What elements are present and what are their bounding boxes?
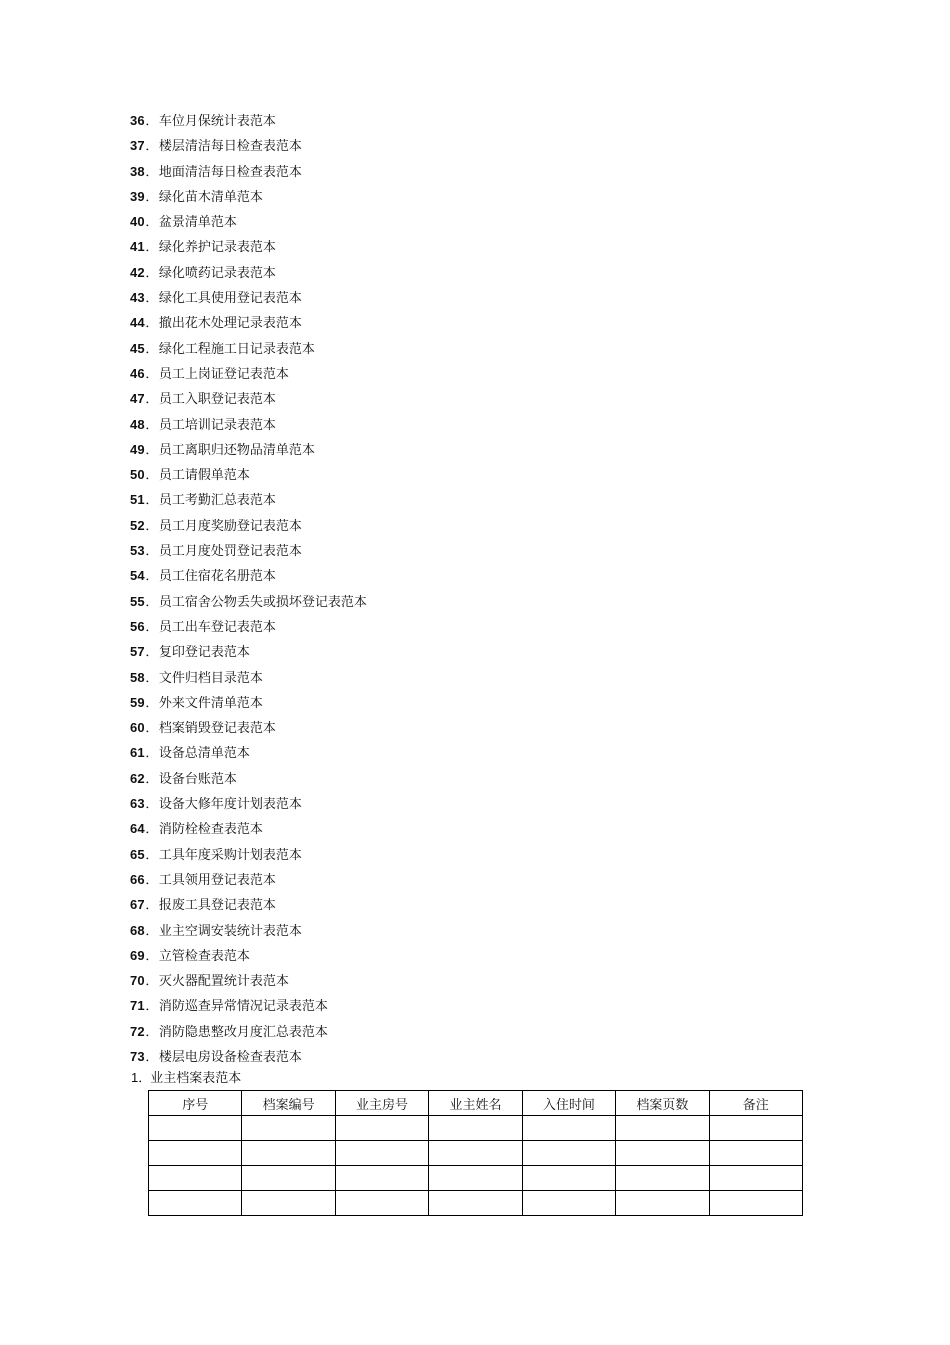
table-cell	[616, 1191, 709, 1216]
toc-item-separator: ．	[145, 493, 159, 509]
table-cell	[709, 1116, 802, 1141]
toc-item-title: 员工宿舍公物丢失或损坏登记表范本	[158, 594, 367, 610]
table-cell	[429, 1116, 522, 1141]
table-cell	[242, 1116, 335, 1141]
toc-item-separator: ．	[145, 594, 159, 610]
toc-item	[130, 437, 730, 462]
toc-item-title: 绿化养护记录表范本	[158, 240, 276, 256]
toc-item-title: 楼层清洁每日检查表范本	[158, 139, 302, 155]
toc-item	[130, 892, 730, 917]
toc-item-number: 66	[130, 871, 145, 887]
toc-item-separator: ．	[145, 392, 159, 408]
toc-item	[130, 260, 730, 285]
toc-item-separator: ．	[145, 695, 159, 711]
toc-item-separator: ．	[145, 215, 159, 231]
toc-item-title: 员工住宿花名册范本	[158, 569, 276, 585]
table-cell	[709, 1141, 802, 1166]
toc-item	[130, 336, 730, 361]
table-cell	[242, 1141, 335, 1166]
toc-item	[130, 842, 730, 867]
table-cell	[429, 1141, 522, 1166]
table-cell	[522, 1141, 615, 1166]
table-cell	[242, 1191, 335, 1216]
toc-item-number: 70	[130, 973, 145, 989]
toc-item-separator: ．	[145, 797, 159, 813]
toc-item-separator: ．	[145, 721, 159, 737]
toc-item-separator: ．	[145, 670, 159, 686]
toc-item-title: 灭火器配置统计表范本	[158, 974, 289, 990]
toc-item-number: 71	[130, 998, 145, 1014]
toc-item-title: 业主空调安装统计表范本	[158, 923, 302, 939]
toc-item	[130, 791, 730, 816]
toc-item	[130, 159, 730, 184]
toc-item	[130, 487, 730, 512]
toc-item-separator: ．	[145, 1049, 159, 1065]
toc-item	[130, 740, 730, 765]
toc-item	[130, 968, 730, 993]
table-cell	[149, 1191, 242, 1216]
toc-item-title: 工具领用登记表范本	[158, 872, 276, 888]
toc-item-title: 员工考勤汇总表范本	[158, 493, 276, 509]
toc-item	[130, 943, 730, 968]
table-header-cell: 入住时间	[522, 1091, 615, 1116]
toc-item-separator: ．	[145, 544, 159, 560]
toc-item-title: 报废工具登记表范本	[158, 898, 276, 914]
toc-item-number: 40	[130, 214, 145, 230]
toc-item-title: 文件归档目录范本	[158, 670, 263, 686]
toc-item-separator: ．	[145, 291, 159, 307]
table-cell	[616, 1166, 709, 1191]
table-header-row	[149, 1091, 803, 1116]
section-title: 业主档案表范本	[150, 1071, 242, 1086]
toc-item	[130, 108, 730, 133]
toc-item-number: 50	[130, 467, 145, 483]
toc-item	[130, 993, 730, 1018]
toc-item-number: 67	[130, 897, 145, 913]
toc-item-title: 绿化喷药记录表范本	[158, 265, 276, 281]
toc-item	[130, 412, 730, 437]
toc-item-number: 43	[130, 290, 145, 306]
table-cell	[429, 1166, 522, 1191]
toc-item-separator: ．	[145, 898, 159, 914]
toc-item-title: 消防栓检查表范本	[158, 822, 263, 838]
table-header-cell: 档案编号	[242, 1091, 335, 1116]
toc-item-separator: ．	[145, 923, 159, 939]
toc-item-separator: ．	[145, 771, 159, 787]
table-header-cell: 业主姓名	[429, 1091, 522, 1116]
toc-item	[130, 918, 730, 943]
toc-item-separator: ．	[145, 999, 159, 1015]
toc-item-title: 地面清洁每日检查表范本	[158, 164, 302, 180]
toc-item-separator: ．	[145, 645, 159, 661]
toc-item	[130, 513, 730, 538]
toc-item-separator: ．	[145, 569, 159, 585]
table-header-cell: 档案页数	[616, 1091, 709, 1116]
toc-item-number: 49	[130, 441, 145, 457]
toc-item	[130, 234, 730, 259]
toc-item-separator: ．	[145, 366, 159, 382]
table-cell	[242, 1166, 335, 1191]
table-of-contents	[130, 108, 730, 1069]
toc-item-title: 撤出花木处理记录表范本	[158, 316, 302, 332]
toc-item-number: 58	[130, 669, 145, 685]
table-cell	[149, 1141, 242, 1166]
toc-item-title: 设备总清单范本	[158, 746, 250, 762]
toc-item-title: 盆景清单范本	[158, 215, 237, 231]
toc-item-separator: ．	[145, 847, 159, 863]
toc-item-title: 复印登记表范本	[158, 645, 250, 661]
toc-item	[130, 184, 730, 209]
section-separator: ．	[138, 1071, 152, 1086]
table-cell	[616, 1116, 709, 1141]
toc-item	[130, 614, 730, 639]
toc-item-number: 42	[130, 264, 145, 280]
toc-item	[130, 589, 730, 614]
toc-item-separator: ．	[145, 1024, 159, 1040]
toc-item-number: 55	[130, 593, 145, 609]
table-cell	[522, 1166, 615, 1191]
toc-item-number: 38	[130, 163, 145, 179]
toc-item-number: 39	[130, 188, 145, 204]
section-heading	[131, 1068, 241, 1088]
toc-item-title: 员工培训记录表范本	[158, 417, 276, 433]
toc-item-separator: ．	[145, 442, 159, 458]
toc-item-number: 57	[130, 644, 145, 660]
toc-item-separator: ．	[145, 746, 159, 762]
toc-item	[130, 715, 730, 740]
toc-item	[130, 766, 730, 791]
toc-item-separator: ．	[145, 164, 159, 180]
toc-item-number: 37	[130, 138, 145, 154]
toc-item	[130, 1019, 730, 1044]
toc-item-number: 62	[130, 770, 145, 786]
toc-item-title: 设备大修年度计划表范本	[158, 797, 302, 813]
toc-item-separator: ．	[145, 974, 159, 990]
table-cell	[335, 1141, 428, 1166]
toc-item-title: 设备台账范本	[158, 771, 237, 787]
table-cell	[616, 1141, 709, 1166]
owner-archive-table	[148, 1090, 803, 1216]
toc-item	[130, 386, 730, 411]
toc-item-number: 64	[130, 821, 145, 837]
toc-item	[130, 690, 730, 715]
table-cell	[522, 1191, 615, 1216]
toc-item-number: 46	[130, 365, 145, 381]
toc-item	[130, 310, 730, 335]
toc-item	[130, 209, 730, 234]
table-header-cell: 备注	[709, 1091, 802, 1116]
toc-item-title: 员工请假单范本	[158, 468, 250, 484]
toc-item	[130, 133, 730, 158]
toc-item	[130, 665, 730, 690]
toc-item-title: 员工出车登记表范本	[158, 619, 276, 635]
toc-item-number: 61	[130, 745, 145, 761]
table-cell	[709, 1166, 802, 1191]
toc-item-title: 员工入职登记表范本	[158, 392, 276, 408]
toc-item-number: 60	[130, 720, 145, 736]
table-row	[149, 1141, 803, 1166]
table-row	[149, 1191, 803, 1216]
toc-item-separator: ．	[145, 872, 159, 888]
toc-item-title: 立管检查表范本	[158, 948, 250, 964]
toc-item-number: 54	[130, 568, 145, 584]
toc-item-separator: ．	[145, 417, 159, 433]
toc-item-title: 员工离职归还物品清单范本	[158, 442, 315, 458]
toc-item-number: 44	[130, 315, 145, 331]
toc-item-number: 41	[130, 239, 145, 255]
toc-item-title: 员工月度处罚登记表范本	[158, 544, 302, 560]
toc-item-number: 45	[130, 340, 145, 356]
toc-item-number: 52	[130, 517, 145, 533]
table-cell	[149, 1116, 242, 1141]
toc-item	[130, 462, 730, 487]
toc-item-title: 消防巡查异常情况记录表范本	[158, 999, 328, 1015]
table-cell	[522, 1116, 615, 1141]
table-header-cell: 序号	[149, 1091, 242, 1116]
toc-item-title: 工具年度采购计划表范本	[158, 847, 302, 863]
toc-item-separator: ．	[145, 822, 159, 838]
table-cell	[149, 1166, 242, 1191]
toc-item-number: 51	[130, 492, 145, 508]
table-cell	[709, 1191, 802, 1216]
section-number: 1	[131, 1070, 139, 1085]
toc-item-title: 绿化苗木清单范本	[158, 189, 263, 205]
table-cell	[335, 1191, 428, 1216]
toc-item-separator: ．	[145, 341, 159, 357]
table-header-cell: 业主房号	[335, 1091, 428, 1116]
toc-item-separator: ．	[145, 114, 159, 129]
toc-item	[130, 639, 730, 664]
toc-item-title: 绿化工具使用登记表范本	[158, 291, 302, 307]
toc-item	[130, 361, 730, 386]
toc-item-number: 65	[130, 846, 145, 862]
toc-item-number: 36	[130, 113, 145, 128]
toc-item	[130, 563, 730, 588]
toc-item	[130, 538, 730, 563]
table-cell	[335, 1116, 428, 1141]
toc-item	[130, 867, 730, 892]
toc-item-title: 楼层电房设备检查表范本	[158, 1049, 302, 1065]
toc-item-number: 47	[130, 391, 145, 407]
toc-item-separator: ．	[145, 948, 159, 964]
table-cell	[429, 1191, 522, 1216]
toc-item-number: 56	[130, 618, 145, 634]
toc-item-number: 68	[130, 922, 145, 938]
toc-item-separator: ．	[145, 518, 159, 534]
toc-item-separator: ．	[145, 265, 159, 281]
toc-item-title: 车位月保统计表范本	[158, 114, 276, 129]
toc-item-separator: ．	[145, 139, 159, 155]
toc-item	[130, 285, 730, 310]
toc-item-title: 员工月度奖励登记表范本	[158, 518, 302, 534]
toc-item-separator: ．	[145, 619, 159, 635]
toc-item-title: 消防隐患整改月度汇总表范本	[158, 1024, 328, 1040]
toc-item-separator: ．	[145, 316, 159, 332]
toc-item-title: 外来文件清单范本	[158, 695, 263, 711]
toc-item-separator: ．	[145, 189, 159, 205]
toc-item-title: 档案销毁登记表范本	[158, 721, 276, 737]
toc-item-title: 员工上岗证登记表范本	[158, 366, 289, 382]
toc-item-title: 绿化工程施工日记录表范本	[158, 341, 315, 357]
toc-item-number: 69	[130, 947, 145, 963]
toc-item-number: 48	[130, 416, 145, 432]
toc-item-number: 63	[130, 796, 145, 812]
toc-item-separator: ．	[145, 240, 159, 256]
table-cell	[335, 1166, 428, 1191]
toc-item-number: 59	[130, 694, 145, 710]
table-row	[149, 1166, 803, 1191]
toc-item-number: 73	[130, 1048, 145, 1064]
toc-item-separator: ．	[145, 468, 159, 484]
table-row	[149, 1116, 803, 1141]
toc-item	[130, 1044, 730, 1069]
toc-item-number: 53	[130, 543, 145, 559]
toc-item	[130, 816, 730, 841]
toc-item-number: 72	[130, 1023, 145, 1039]
